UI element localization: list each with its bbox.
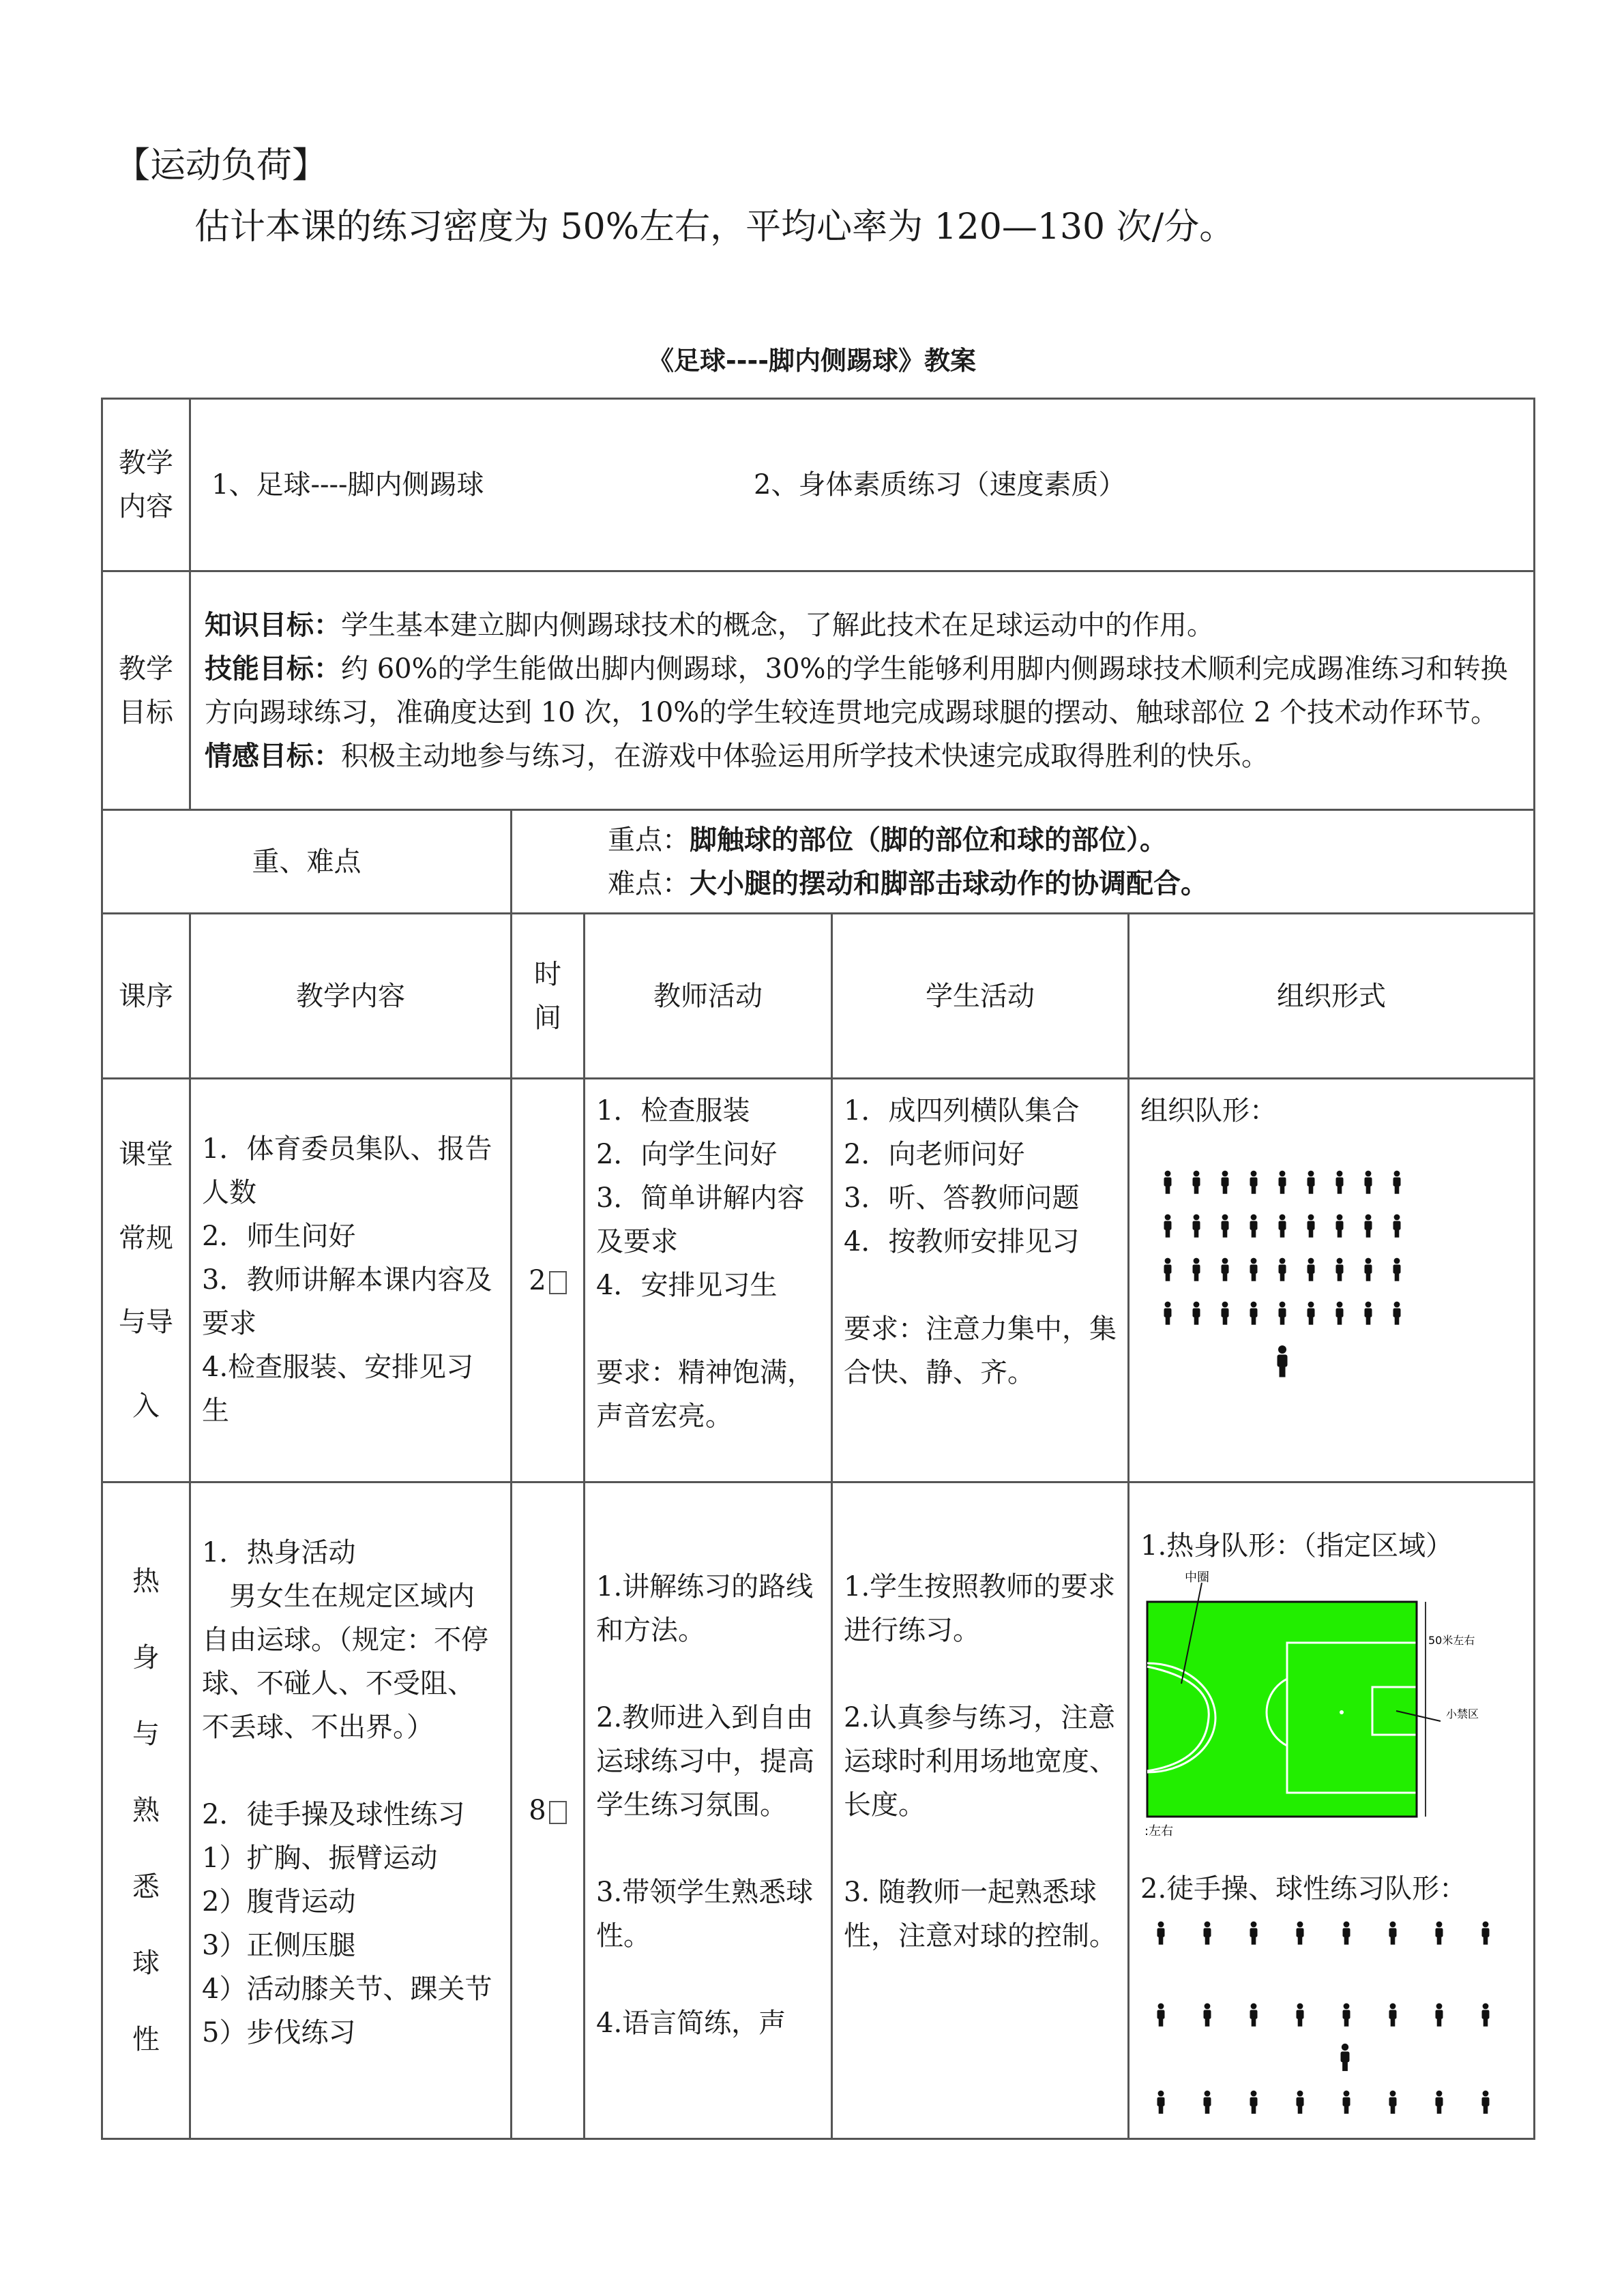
routine-content-item: 4.检查服装、安排见习生 xyxy=(202,1352,474,1427)
routine-time-value: 2 xyxy=(529,1264,546,1296)
routine-student xyxy=(832,1079,1129,1482)
key-points-row xyxy=(102,810,1535,914)
routine-organization xyxy=(1129,1079,1535,1482)
routine-teacher-requirement: 要求：精神饱满，声音宏亮。 xyxy=(596,1357,814,1432)
warmup-row xyxy=(102,1482,1535,2139)
warmup-time-value: 8 xyxy=(529,1795,546,1826)
field-label-width: 50米左右 xyxy=(1428,1634,1475,1647)
student-figure xyxy=(1250,1171,1258,1194)
student-figure xyxy=(1482,1922,1490,1945)
student-figure xyxy=(1389,1922,1397,1945)
knowledge-goal xyxy=(205,603,1520,647)
warmup-label-char: 悉 xyxy=(132,1871,160,1903)
warmup-org-title-1: 1.热身队形：（指定区域） xyxy=(1140,1530,1453,1562)
routine-label xyxy=(102,1079,190,1482)
student-figure xyxy=(1204,2091,1211,2114)
affect-goal-label: 情感目标： xyxy=(205,740,341,772)
soccer-field-diagram xyxy=(1140,1568,1522,1854)
routine-content-item: 3．教师讲解本课内容及要求 xyxy=(202,1264,492,1339)
affect-goal-text: 积极主动地参与练习，在游戏中体验运用所学技术快速完成取得胜利的快乐。 xyxy=(341,740,1269,772)
routine-student-item: 4．按教师安排见习 xyxy=(844,1226,1080,1257)
student-figure xyxy=(1336,1302,1344,1325)
routine-row xyxy=(102,1079,1535,1482)
student-figure xyxy=(1365,1214,1372,1238)
warmup-label xyxy=(102,1482,190,2139)
routine-student-item: 1．成四列横队集合 xyxy=(844,1095,1080,1127)
routine-content xyxy=(190,1079,512,1482)
student-figure xyxy=(1193,1258,1200,1281)
warmup-content-heading: 1．热身活动 xyxy=(202,1537,356,1568)
header-organization: 组织形式 xyxy=(1129,914,1535,1079)
routine-student-requirement: 要求：注意力集中，集合快、静、齐。 xyxy=(844,1313,1117,1388)
student-figure xyxy=(1250,1214,1258,1238)
knowledge-goal-text: 学生基本建立脚内侧踢球技术的概念，了解此技术在足球运动中的作用。 xyxy=(341,609,1214,641)
key-points-label: 重、难点 xyxy=(102,810,512,914)
warmup-teacher xyxy=(585,1482,832,2139)
lesson-plan-table xyxy=(101,398,1535,2140)
field-label-center: 中圈 xyxy=(1185,1570,1209,1585)
routine-label-char: 课堂 xyxy=(119,1138,173,1170)
student-figure xyxy=(1250,1258,1258,1281)
routine-time xyxy=(512,1079,585,1482)
student-figure xyxy=(1393,1258,1401,1281)
difficult-point xyxy=(608,862,1533,906)
difficult-point-label: 难点： xyxy=(608,867,690,899)
warmup-teacher-item: 2.教师进入到自由运球练习中，提高学生练习氛围。 xyxy=(596,1702,814,1821)
student-figure xyxy=(1436,2091,1443,2114)
warmup-organization xyxy=(1129,1482,1535,2139)
warmup-label-char: 性 xyxy=(132,2024,160,2055)
student-figure xyxy=(1222,1302,1229,1325)
goals-label-line: 目标 xyxy=(119,696,173,728)
routine-teacher xyxy=(585,1079,832,1482)
student-figure xyxy=(1164,1214,1172,1238)
routine-content-item: 2．师生问好 xyxy=(202,1221,356,1252)
student-figure xyxy=(1164,1302,1172,1325)
student-figure xyxy=(1365,1258,1372,1281)
student-figure xyxy=(1336,1214,1344,1238)
student-figure xyxy=(1204,1922,1211,1945)
warmup-content-item: 2）腹背运动 xyxy=(202,1886,356,1918)
student-figure xyxy=(1436,2003,1443,2027)
student-figure xyxy=(1222,1171,1229,1194)
warmup-content-heading: 2．徒手操及球性练习 xyxy=(202,1799,465,1830)
skill-goal-label: 技能目标： xyxy=(205,653,341,685)
penalty-spot xyxy=(1340,1710,1344,1714)
student-figure xyxy=(1157,1922,1165,1945)
student-figure xyxy=(1393,1302,1401,1325)
header-row xyxy=(102,914,1535,1079)
student-figure xyxy=(1279,1302,1286,1325)
student-figure xyxy=(1343,1922,1350,1945)
student-figure xyxy=(1193,1171,1200,1194)
goals-row xyxy=(102,571,1535,810)
student-figure xyxy=(1250,1922,1258,1945)
warmup-teacher-item: 1.讲解练习的路线和方法。 xyxy=(596,1571,814,1646)
warmup-content xyxy=(190,1482,512,2139)
warmup-label-char: 热 xyxy=(132,1566,160,1597)
student-figure xyxy=(1250,2003,1258,2027)
routine-label-char: 常规 xyxy=(119,1222,173,1254)
affect-goal xyxy=(205,734,1520,778)
load-text: 估计本课的练习密度为 50%左右，平均心率为 120—130 次/分。 xyxy=(194,207,1235,248)
student-figure xyxy=(1482,2003,1490,2027)
header-order: 课序 xyxy=(102,914,190,1079)
knowledge-goal-label: 知识目标： xyxy=(205,609,341,641)
warmup-org-title-2: 2.徒手操、球性练习队形： xyxy=(1140,1873,1467,1905)
student-figure xyxy=(1393,1214,1401,1238)
warmup-student-item: 3. 随教师一起熟悉球性，注意对球的控制。 xyxy=(844,1877,1117,1952)
skill-goal-text: 约 60%的学生能做出脚内侧踢球，30%的学生能够利用脚内侧踢球技术顺利完成踢准练习和转换方向踢球练习，准确度达到 10 次，10%的学生较连贯地完成踢球腿的摆动、触球部位 2 个技术动作环节。 xyxy=(205,653,1508,728)
content-label-line: 内容 xyxy=(119,491,173,522)
load-heading: 【运动负荷】 xyxy=(115,145,328,186)
warmup-label-char: 与 xyxy=(132,1718,160,1750)
student-figure xyxy=(1308,1171,1315,1194)
routine-label-char: 与导 xyxy=(119,1306,173,1338)
header-content: 教学内容 xyxy=(190,914,512,1079)
student-figure xyxy=(1389,2003,1397,2027)
teacher-figure xyxy=(1341,2044,1350,2071)
routine-org-title: 组织队形： xyxy=(1140,1095,1277,1127)
student-figure xyxy=(1279,1258,1286,1281)
routine-teacher-item: 4．安排见习生 xyxy=(596,1270,778,1301)
teacher-figure xyxy=(1278,1345,1288,1377)
penalty-area xyxy=(1287,1643,1417,1793)
student-figure xyxy=(1436,1922,1443,1945)
student-figure xyxy=(1308,1258,1315,1281)
key-point-label: 重点： xyxy=(608,824,690,856)
warmup-label-char: 球 xyxy=(132,1948,160,1979)
student-figure xyxy=(1297,2003,1304,2027)
warmup-content-item: 1）扩胸、振臂运动 xyxy=(202,1843,438,1874)
student-figure xyxy=(1297,2091,1304,2114)
content-item-2: 2、身体素质练习（速度素质） xyxy=(754,469,1126,501)
warmup-content-item: 4）活动膝关节、踝关节 xyxy=(202,1973,492,2005)
warmup-time xyxy=(512,1482,585,2139)
warmup-content-item: 5）步伐练习 xyxy=(202,2017,356,2048)
student-figure xyxy=(1250,1302,1258,1325)
student-figure xyxy=(1193,1214,1200,1238)
warmup-teacher-item: 4.语言简练，声 xyxy=(596,2008,786,2039)
warmup-teacher-item: 3.带领学生熟悉球性。 xyxy=(596,1877,814,1952)
routine-content-item: 1．体育委员集队、报告人数 xyxy=(202,1133,492,1208)
skill-goal xyxy=(205,647,1520,734)
routine-student-item: 3．听、答教师问题 xyxy=(844,1182,1080,1214)
routine-student-item: 2．向老师问好 xyxy=(844,1139,1025,1170)
key-point-text: 脚触球的部位（脚的部位和球的部位）。 xyxy=(690,824,1167,856)
document-title: 《足球----脚内侧踢球》教案 xyxy=(647,346,977,376)
content-label-line: 教学 xyxy=(119,447,173,479)
goals-text xyxy=(190,571,1535,810)
warmup-student-item: 2.认真参与练习，注意运球时利用场地宽度、长度。 xyxy=(844,1702,1117,1821)
missing-glyph-box xyxy=(549,1801,567,1824)
student-figure xyxy=(1250,2091,1258,2114)
student-figure xyxy=(1336,1258,1344,1281)
student-figure xyxy=(1389,2091,1397,2114)
difficult-point-text: 大小腿的摆动和脚部击球动作的协调配合。 xyxy=(690,867,1208,899)
warmup-student xyxy=(832,1482,1129,2139)
content-item-1: 1、足球----脚内侧踢球 xyxy=(211,469,484,501)
student-figure xyxy=(1365,1302,1372,1325)
key-point xyxy=(608,818,1533,862)
warmup-label-char: 身 xyxy=(132,1642,160,1673)
student-figure xyxy=(1336,1171,1344,1194)
warmup-content-desc: 男女生在规定区域内自由运球。（规定：不停球、不碰人、不受阻、不丢球、不出界。） xyxy=(202,1581,488,1743)
four-row-formation-diagram xyxy=(1140,1133,1522,1392)
goals-label xyxy=(102,571,190,810)
header-student: 学生活动 xyxy=(832,914,1129,1079)
warmup-content-item: 3）正侧压腿 xyxy=(202,1930,356,1961)
missing-glyph-box xyxy=(549,1271,567,1294)
routine-teacher-item: 3．简单讲解内容及要求 xyxy=(596,1182,805,1257)
student-figure xyxy=(1164,1171,1172,1194)
student-figure xyxy=(1308,1214,1315,1238)
content-label xyxy=(102,399,190,571)
student-figure xyxy=(1343,2003,1350,2027)
student-figure xyxy=(1308,1302,1315,1325)
field-label-bottom: :左右 xyxy=(1145,1824,1174,1838)
student-figure xyxy=(1164,1258,1172,1281)
header-time xyxy=(512,914,585,1079)
header-time-line: 间 xyxy=(534,1002,561,1034)
student-figure xyxy=(1279,1171,1286,1194)
warmup-label-char: 熟 xyxy=(132,1795,160,1826)
header-time-line: 时 xyxy=(534,958,561,990)
goals-label-line: 教学 xyxy=(119,653,173,685)
calisthenics-formation-diagram xyxy=(1140,1911,1522,2115)
warmup-student-item: 1.学生按照教师的要求进行练习。 xyxy=(844,1571,1116,1646)
student-figure xyxy=(1297,1922,1304,1945)
field-label-small-area: 小禁区 xyxy=(1446,1708,1479,1720)
student-figure xyxy=(1157,2091,1165,2114)
content-row xyxy=(102,399,1535,571)
student-figure xyxy=(1365,1171,1372,1194)
key-points-text xyxy=(512,810,1535,914)
student-figure xyxy=(1204,2003,1211,2027)
student-figure xyxy=(1343,2091,1350,2114)
student-figure xyxy=(1222,1258,1229,1281)
student-figure xyxy=(1157,2003,1165,2027)
routine-label-char: 入 xyxy=(132,1390,160,1422)
student-figure xyxy=(1279,1214,1286,1238)
student-figure xyxy=(1393,1171,1401,1194)
routine-teacher-item: 1．检查服装 xyxy=(596,1095,750,1127)
routine-teacher-item: 2．向学生问好 xyxy=(596,1139,778,1170)
student-figure xyxy=(1222,1214,1229,1238)
student-figure xyxy=(1482,2091,1490,2114)
student-figure xyxy=(1193,1302,1200,1325)
content-items xyxy=(190,399,1535,571)
header-teacher: 教师活动 xyxy=(585,914,832,1079)
